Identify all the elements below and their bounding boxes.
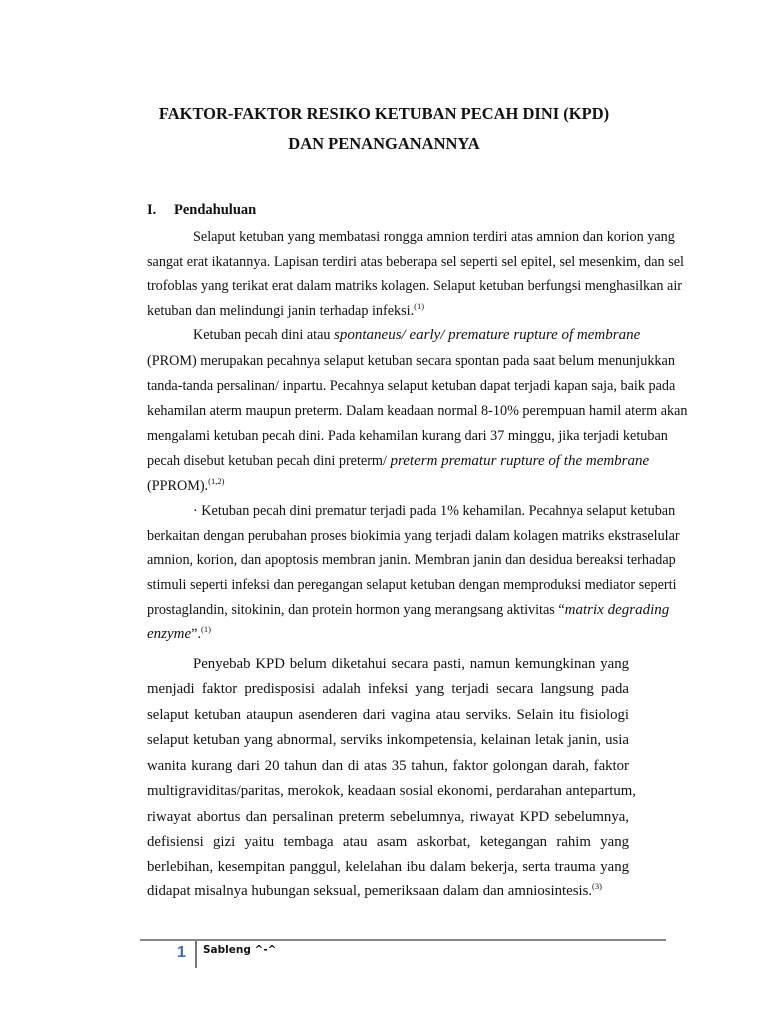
text-line <box>147 625 629 643</box>
text-span: wanita kurang dari 20 tahun dan di atas 35 tahun, faktor golongan darah, faktor <box>147 758 629 774</box>
text-line <box>147 808 629 826</box>
text-line <box>147 302 629 320</box>
text-line <box>147 757 629 775</box>
text-span: tanda-tanda persalinan/ inpartu. Pecahnya selaput ketuban dapat terjadi kapan saja, baik pada <box>147 378 676 394</box>
text-span: amnion, korion, dan apoptosis membran janin. Membran janin dan desidua bereaksi terhadap <box>147 552 676 568</box>
text-span: berlebihan, kesempitan panggul, kelelahan ibu dalam bekerja, serta trauma yang <box>147 859 629 875</box>
text-span: prostaglandin, sitokinin, dan protein hormon yang merangsang aktivitas “ <box>147 602 565 618</box>
text-line <box>147 706 629 724</box>
text-span: · Ketuban pecah dini prematur terjadi pada 1% kehamilan. Pecahnya selaput ketuban <box>193 503 676 519</box>
text-span: ketuban dan melindungi janin terhadap infeksi. <box>147 303 415 319</box>
text-span: Selaput ketuban yang membatasi rongga amnion terdiri atas amnion dan korion yang <box>193 229 675 245</box>
text-line <box>193 502 676 520</box>
italic-term: matrix degrading <box>564 602 670 618</box>
document-title-line-2: DAN PENANGANANNYA <box>288 134 480 153</box>
text-span: sangat erat ikatannya. Lapisan terdiri atas beberapa sel seperti sel epitel, sel mesenkim, dan sel <box>147 254 684 270</box>
text-line <box>147 402 688 420</box>
text-line <box>147 277 683 295</box>
text-span: multigraviditas/paritas, merokok, keadaan sosial ekonomi, perdarahan antepartum, <box>147 783 636 799</box>
text-span: selaput ketuban ataupun asenderen dari vagina atau serviks. Selain itu fisiologi <box>147 707 629 723</box>
citation-superscript: (3) <box>592 881 602 891</box>
text-line <box>193 655 629 673</box>
text-span: (PPROM). <box>147 478 209 494</box>
text-line <box>147 551 676 569</box>
text-span: riwayat abortus dan persalinan preterm sebelumnya, riwayat KPD sebelumnya, <box>147 809 629 825</box>
section-number: I. <box>147 202 157 218</box>
text-span: (PROM) merupakan pecahnya selaput ketuban secara spontan pada saat belum menunjukkan <box>147 353 675 369</box>
text-span: Penyebab KPD belum diketahui secara pasti, namun kemungkinan yang <box>193 656 629 672</box>
citation-superscript: (1) <box>201 624 211 634</box>
text-span: berkaitan dengan perubahan proses biokimia yang terjadi dalam kolagen matriks ekstraselular <box>147 528 680 544</box>
footer-vertical-divider <box>195 941 197 968</box>
text-line <box>147 377 676 395</box>
text-line <box>147 477 629 495</box>
section-heading <box>147 202 256 219</box>
text-line <box>147 601 670 619</box>
citation-superscript: (1,2) <box>208 476 225 486</box>
text-line <box>147 527 680 545</box>
text-span: defisiensi gizi yaitu tembaga atau asam askorbat, ketegangan rahim yang <box>147 834 629 850</box>
text-span: mengalami ketuban pecah dini. Pada kehamilan kurang dari 37 minggu, jika terjadi ketuban <box>147 428 668 444</box>
text-line <box>147 882 629 900</box>
text-span: didapat misalnya hubungan seksual, pemeriksaan dalam dan amniosintesis. <box>147 883 593 899</box>
text-span: stimuli seperti infeksi dan peregangan selaput ketuban dengan memproduksi mediator seperti <box>147 577 677 593</box>
text-span: pecah disebut ketuban pecah dini preterm/ <box>147 453 391 469</box>
text-span: kehamilan aterm maupun preterm. Dalam keadaan normal 8-10% perempuan hamil aterm akan <box>147 403 688 419</box>
text-line <box>147 833 629 851</box>
text-line <box>193 326 641 344</box>
text-line <box>147 680 629 698</box>
text-line <box>147 253 684 271</box>
text-span: menjadi faktor predisposisi adalah infeksi yang terjadi secara langsung pada <box>147 681 629 697</box>
text-line <box>147 858 629 876</box>
text-span: ”. <box>191 626 202 642</box>
text-line <box>147 452 650 470</box>
text-line <box>147 427 668 445</box>
text-line <box>147 731 629 749</box>
page-number: 1 <box>177 944 186 961</box>
citation-superscript: (1) <box>414 301 425 311</box>
text-line <box>147 576 677 594</box>
text-line <box>193 228 675 246</box>
italic-term: enzyme <box>147 626 192 642</box>
document-title-line-1: FAKTOR-FAKTOR RESIKO KETUBAN PECAH DINI (KPD) <box>158 104 610 123</box>
text-span: Ketuban pecah dini atau <box>193 327 335 343</box>
text-span: trofoblas yang terikat erat dalam matriks kolagen. Selaput ketuban berfungsi menghasilkan air <box>147 278 683 294</box>
italic-term: spontaneus/ early/ premature rupture of membrane <box>334 327 641 343</box>
text-line <box>147 352 675 370</box>
italic-term: preterm prematur rupture of the membrane <box>390 453 650 469</box>
footer-divider <box>140 939 666 941</box>
section-title: Pendahuluan <box>174 202 257 218</box>
text-span: selaput ketuban yang abnormal, serviks inkompetensia, kelainan letak janin, usia <box>147 732 629 748</box>
footer-text: Sableng ^-^ <box>203 944 277 956</box>
text-line <box>147 782 636 800</box>
